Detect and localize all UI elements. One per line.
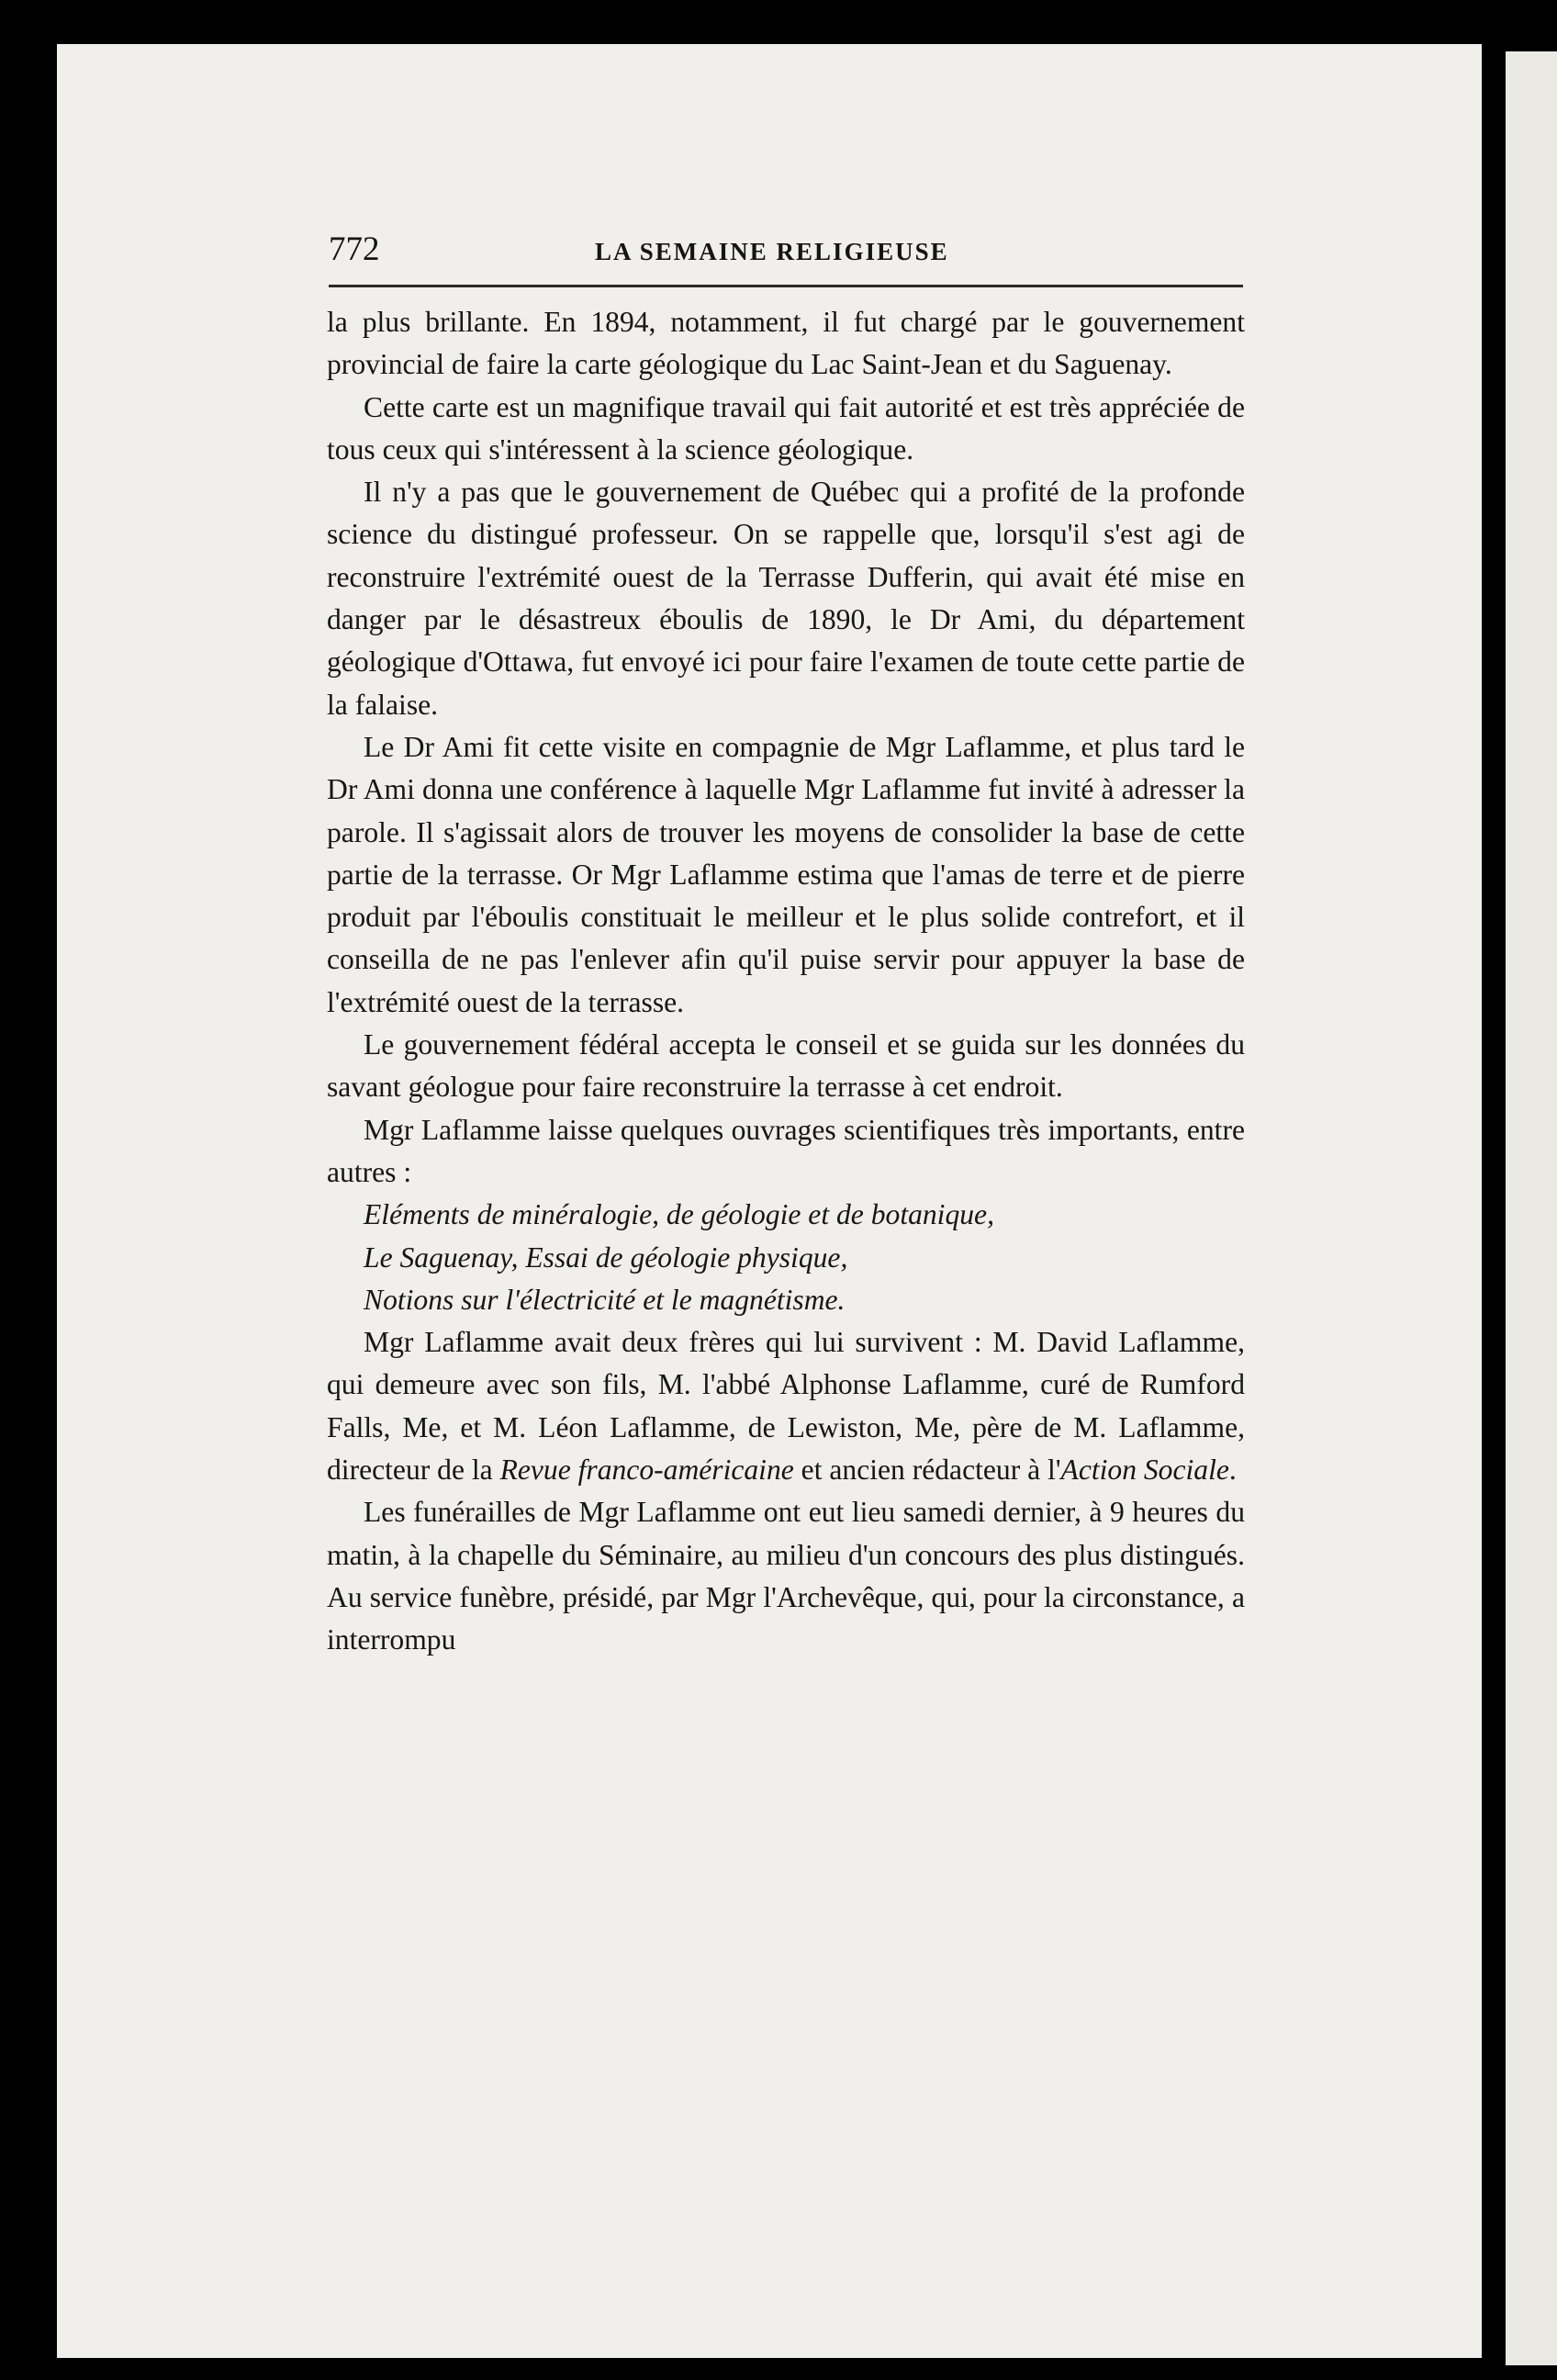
brothers-text-before: Mgr Laflamme avait deux frères qui lui survivent : M. David Laflamme, qui demeure avec son fils, M. l'abbé Alphonse Laflamme, curé de Rumford Falls, Me, et M. Léon Laflamme, de Lewiston, Me, père de M. Laflamme, directeur de la: [327, 1326, 1245, 1487]
work-title-saguenay: Le Saguenay, Essai de géologie physique,: [364, 1241, 848, 1274]
running-title: LA SEMAINE RELIGIEUSE: [595, 238, 949, 265]
page-header: [329, 230, 1243, 275]
paragraph-visit: Le Dr Ami fit cette visite en compagnie de Mgr Laflamme, et plus tard le Dr Ami donna une conférence à laquelle Mgr Laflamme fut invité à adresser la parole. Il s'agissait alors de trouver les moyens de consolider la base de cette partie de la terrasse. Or Mgr Laflamme estima que l'amas de terre et de pierre produit par l'éboulis constituait le meilleur et le plus solide contrefort, et il conseilla de ne pas l'enlever afin qu'il puise servir pour appuyer la base de l'extrémité ouest de la terrasse.: [327, 730, 1245, 1018]
paragraph-quebec: Il n'y a pas que le gouvernement de Québec qui a profité de la profonde science du distingué professeur. On se rappelle que, lorsqu'il s'est agi de reconstruire l'extrémité ouest de la Terrasse Dufferin, qui avait été mise en danger par le désastreux éboulis de 1890, le Dr Ami, du département géologique d'Ottawa, fut envoyé ici pour faire l'examen de toute cette partie de la falaise.: [327, 476, 1245, 721]
paragraph-funeral: Les funérailles de Mgr Laflamme ont eut lieu samedi dernier, à 9 heures du matin, à la chapelle du Séminaire, au milieu d'un concours des plus distingués. Au service funèbre, présidé, par Mgr l'Archevêque, qui, pour la circonstance, a interrompu: [327, 1496, 1245, 1656]
paragraph-brothers: [327, 1321, 1245, 1491]
brothers-text-middle: et ancien rédacteur à l': [793, 1454, 1061, 1487]
paragraph-works-intro: Mgr Laflamme laisse quelques ouvrages scientifiques très importants, entre autres :: [327, 1113, 1245, 1188]
paragraph-federal: Le gouvernement fédéral accepta le conseil et se guida sur les données du savant géologue pour faire reconstruire la terrasse à cet endroit.: [327, 1028, 1245, 1104]
header-rule: [329, 285, 1243, 287]
action-sociale-title: Action Sociale: [1060, 1454, 1229, 1487]
revue-title: Revue franco-américaine: [499, 1454, 794, 1487]
page-number: 772: [329, 230, 380, 268]
work-title-notions: Notions sur l'électricité et le magnétisme.: [364, 1283, 846, 1316]
adjacent-page-strip: [1506, 51, 1557, 2365]
brothers-text-after: .: [1228, 1454, 1237, 1487]
article-body: [327, 301, 1245, 1662]
paragraph-continuation: la plus brillante. En 1894, notamment, il fut chargé par le gouvernement provincial de faire la carte géologique du Lac Saint-Jean et du Saguenay.: [327, 306, 1245, 381]
work-title-elements: Eléments de minéralogie, de géologie et de botanique,: [364, 1198, 994, 1231]
paragraph-map: Cette carte est un magnifique travail qui fait autorité et est très appréciée de tous ceux qui s'intéressent à la science géologique.: [327, 390, 1245, 466]
page-edge-shadow: [1482, 37, 1506, 2360]
